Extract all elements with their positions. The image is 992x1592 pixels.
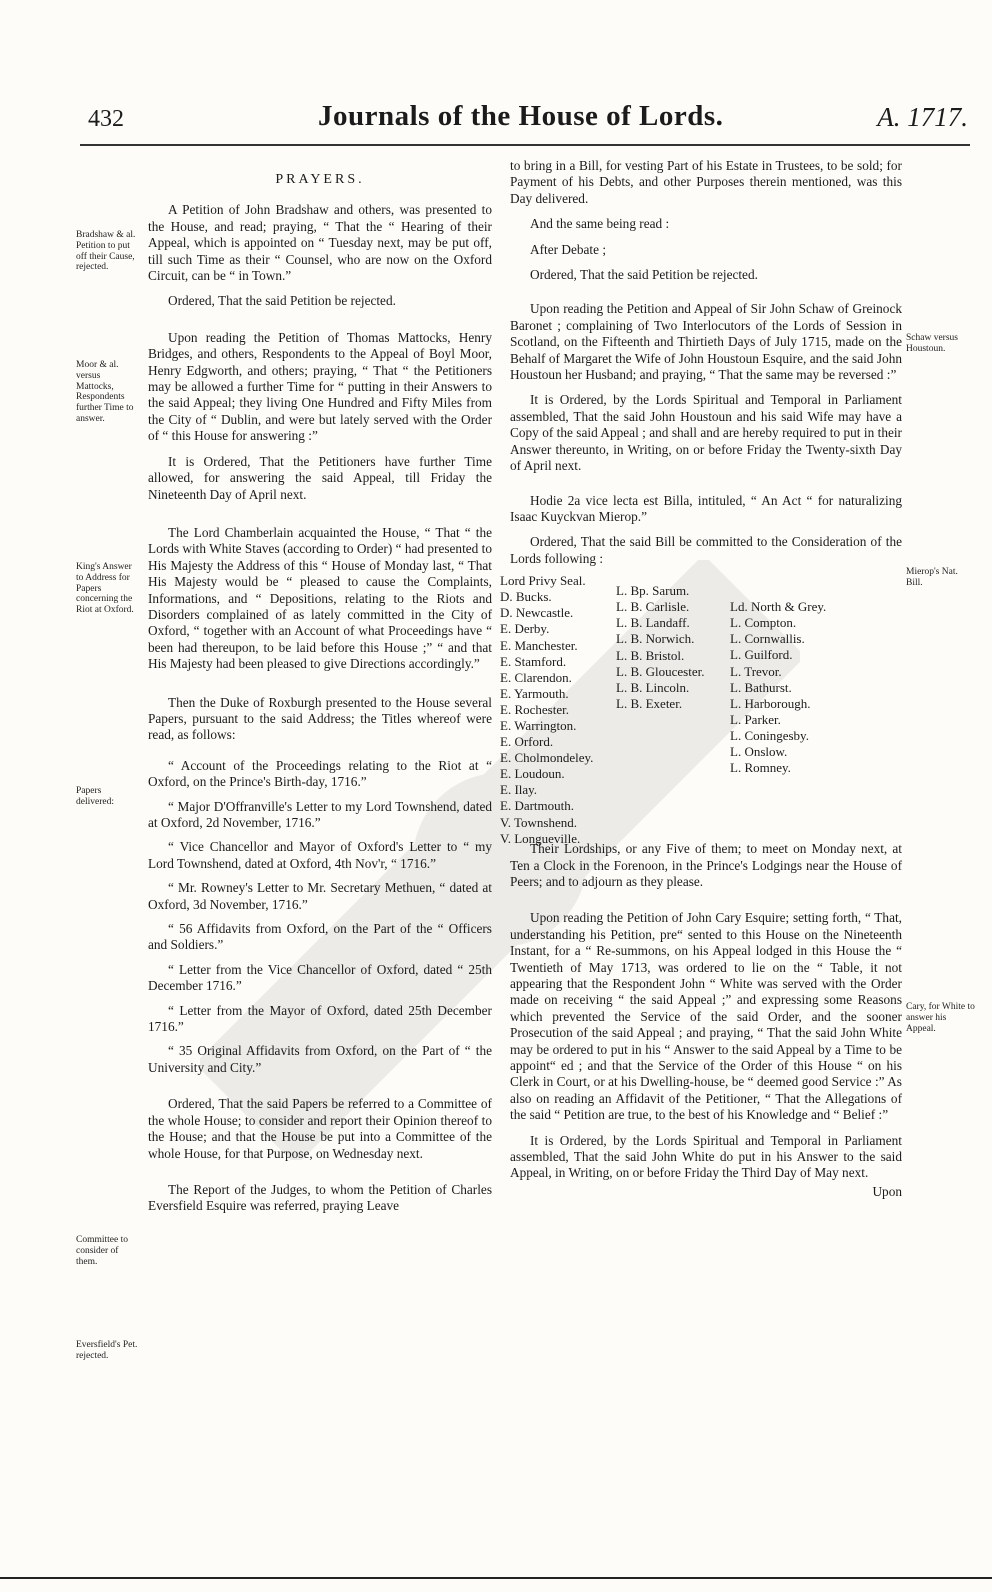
lord-name: E. Derby. [500, 621, 550, 637]
lord-name: L. B. Landaff. [616, 615, 690, 631]
paragraph: Upon reading the Petition of John Cary Esquire; setting forth, “ That, understanding his Petition, pre“ sented to this House on the Nineteenth Instant, for a “ Re-summons, on his Appeal lodged in this House the “ Twentieth of May 1713, was ordered to lie on the “ Table, it not appearing that the Respondent John “ White was served with the Order made on receiving “ the said Appeal ;” and expressing some Reasons which prevented the Service of the said Order, and the sooner Prosecution of the said Appeal ; and praying, “ That the said John White may be ordered to put in his “ Answer to the said Appeal by a Time to be appoint“ ed ; and that the Service of the Order of this House “ on his Clerk in Court, or at his Dwelling-house, be “ deemed good Service :” As also on reading an Affidavit of the Petitioner, “ That the Allegations of the said “ Petition are true, to the best of his Knowledge and “ Belief :” [510, 910, 902, 1123]
margin-note-eversfield: Eversfield's Pet. rejected. [76, 1340, 138, 1361]
header-rule [80, 144, 970, 146]
year-label: A. 1717. [877, 102, 968, 132]
paragraph: It is Ordered, That the Petitioners have further Time allowed, for answering the said Appeal, till Friday the Nineteenth Day of April next. [148, 453, 492, 502]
lord-name: L. Onslow. [730, 743, 788, 759]
paragraph: Upon reading the Petition of Thomas Mattocks, Henry Bridges, and others, Respondents to the Appeal of Boyl Moor, Henry Edgworth, and others; praying, “ That “ the Petitioners may be allowed a further Time for “ putting in their Answers to the said Appeal; they living One Hundred and Fifty Miles from the City of “ Dublin, and were but lately served with the Order of “ this House for answering :” [148, 329, 492, 444]
paper-title: “ Account of the Proceedings relating to the Riot at “ Oxford, on the Prince's Birth-day, 1716.” [148, 757, 492, 790]
paragraph: After Debate ; [530, 241, 607, 257]
paper-title: “ Vice Chancellor and Mayor of Oxford's Letter to “ my Lord Townshend, dated at Oxford, 4th Nov'r, “ 1716.” [148, 839, 492, 871]
lord-name: L. Bathurst. [730, 679, 792, 695]
lord-name: L. Trevor. [730, 663, 782, 679]
lord-name: L. Harborough. [730, 695, 811, 711]
paper-title: “ Major D'Offranville's Letter to my Lord Townshend, dated at Oxford, 2d November, 1716.” [148, 798, 492, 830]
catchword: Upon [872, 1183, 902, 1199]
lord-name: E. Warrington. [500, 717, 577, 733]
section-heading: PRAYERS. [275, 172, 365, 187]
paragraph: Hodie 2a vice lecta est Billa, intituled, “ An Act “ for naturalizing Isaac Kuyckvan Mierop.” [510, 492, 902, 524]
paragraph: Upon reading the Petition and Appeal of Sir John Schaw of Greinock Baronet ; complaining of Two Interlocutors of the Lords of Session in Scotland, on the Fifteenth and Thirtieth Days of July 1715, made on the Behalf of Margaret the Wife of John Houstoun Esquire, and the said John Houstoun her Husband; and praying, “ That the same may be reversed :” [510, 301, 902, 383]
paragraph: Ordered, That the said Petition be rejected. [530, 267, 758, 283]
margin-note-moor: Moor & al. versus Mattocks, Respondents further Time to answer. [76, 360, 134, 424]
page-header [88, 100, 968, 140]
lord-name: E. Cholmondeley. [500, 750, 594, 766]
paragraph: Ordered, That the said Papers be referred to a Committee of the whole House; to consider and report their Opinion thereof to the House; and that the House be put into a Committee of the whole House, for that Purpose, on Wednesday next. [148, 1096, 492, 1161]
paragraph: Then the Duke of Roxburgh presented to the House several Papers, pursuant to the said Address; the Titles whereof were read, as follows: [148, 694, 492, 743]
paper-title: “ Mr. Rowney's Letter to Mr. Secretary Methuen, “ dated at Oxford, 3d November, 1716.” [148, 880, 492, 912]
lord-name: L. B. Bristol. [616, 647, 685, 663]
paragraph: to bring in a Bill, for vesting Part of his Estate in Trustees, to be sold; for Payment of his Debts, and other Purposes therein mentioned, was this Day delivered. [510, 158, 902, 206]
lord-name: E. Rochester. [500, 701, 569, 717]
paragraph: And the same being read : [530, 216, 670, 232]
lord-name: L. B. Lincoln. [616, 679, 690, 695]
lord-name: V. Townshend. [500, 814, 577, 830]
paper-title: “ 35 Original Affidavits from Oxford, on the Part of “ the University and City.” [148, 1043, 492, 1075]
paragraph: Their Lordships, or any Five of them; to meet on Monday next, at Ten a Clock in the Forenoon, in the Prince's Lodgings near the House of Peers; and to adjourn as they please. [510, 841, 902, 889]
lord-name: Lord Privy Seal. [500, 573, 586, 589]
margin-note-bradshaw: Bradshaw & al. Petition to put off their Cause, rejected. [76, 230, 136, 273]
page-number: 432 [88, 106, 124, 132]
paragraph: It is Ordered, by the Lords Spiritual and Temporal in Parliament assembled, That the said John White do put in his Answer to the said Appeal, in Writing, on or before Friday the Third Day of May next. [510, 1132, 902, 1181]
bottom-rule [0, 1577, 992, 1579]
lord-name: D. Bucks. [500, 589, 552, 605]
lord-name: L. Bp. Sarum. [616, 583, 690, 599]
paper-title: “ Letter from the Vice Chancellor of Oxford, dated “ 25th December 1716.” [148, 961, 492, 994]
lord-name: L. Guilford. [730, 647, 793, 663]
paragraph: The Lord Chamberlain acquainted the House, “ That “ the Lords with White Staves (according to Order) “ had presented to His Majesty the Address of this “ House of Monday last, “ That His Majesty would be “ pleased to cause the Complaints, Informations, and “ Depositions, relating to the Riots and Disorders complained of as lately committed in the City of Oxford, “ together with an Account of what Proceedings have “ been had thereupon, to be laid before this House ;” “ and that His Majesty had been pleased to give Directions accordingly.” [148, 524, 492, 672]
right-column [500, 158, 902, 1200]
lords-column-bishops [616, 583, 704, 712]
lord-name: L. Cornwallis. [730, 631, 805, 647]
lord-name: E. Manchester. [500, 637, 578, 653]
margin-note-committee: Committee to consider of them. [76, 1235, 128, 1267]
paper-title: “ Letter from the Mayor of Oxford, dated 25th December 1716.” [148, 1002, 492, 1035]
lord-name: L. B. Exeter. [616, 695, 683, 711]
journal-title: Journals of the House of Lords. [318, 100, 724, 132]
paragraph: The Report of the Judges, to whom the Petition of Charles Eversfield Esquire was referred, praying Leave [148, 1181, 492, 1214]
committee-lords-list [500, 573, 902, 846]
lord-name: E. Orford. [500, 734, 554, 750]
lord-name: L. B. Carlisle. [616, 599, 690, 615]
margin-note-schaw: Schaw versus Houstoun. [906, 333, 958, 354]
lords-column-barons [730, 599, 826, 776]
lords-column-temporal [500, 573, 593, 847]
lord-name: D. Newcastle. [500, 605, 574, 621]
lord-name: V. Longueville. [500, 830, 581, 846]
lord-name: Ld. North & Grey. [730, 599, 827, 615]
margin-note-mierop: Mierop's Nat. Bill. [906, 567, 958, 588]
margin-note-papers: Papers delivered: [76, 786, 114, 807]
lord-name: L. Compton. [730, 615, 797, 631]
lord-name: L. Parker. [730, 711, 781, 727]
paragraph: Ordered, That the said Petition be rejected. [168, 293, 396, 309]
lord-name: E. Ilay. [500, 782, 538, 798]
lord-name: L. Coningesby. [730, 727, 809, 743]
margin-note-kings-answer: King's Answer to Address for Papers concerning the Riot at Oxford. [76, 562, 134, 616]
lord-name: E. Yarmouth. [500, 685, 569, 701]
lord-name: E. Stamford. [500, 653, 567, 669]
lord-name: L. B. Norwich. [616, 631, 695, 647]
lord-name: E. Clarendon. [500, 669, 572, 685]
paragraph: It is Ordered, by the Lords Spiritual and Temporal in Parliament assembled, That the said John Houstoun and his said Wife may have a Copy of the said Appeal ; and shall and are hereby required to put in their Answer thereunto, in Writing, on or before Friday the Twenty-sixth Day of April next. [510, 392, 902, 474]
lord-name: E. Loudoun. [500, 766, 565, 782]
lord-name: L. Romney. [730, 760, 791, 776]
lord-name: L. B. Gloucester. [616, 663, 705, 679]
left-column [148, 158, 492, 1224]
paragraph: A Petition of John Bradshaw and others, was presented to the House, and read; praying, “ That the “ Hearing of their Appeal, which is appointed on “ Tuesday next, may be put off, till such Time as their “ Counsel, who are now on the Oxford Circuit, can be “ in Town.” [148, 202, 492, 284]
lord-name: E. Dartmouth. [500, 798, 575, 814]
paper-title: “ 56 Affidavits from Oxford, on the Part of the “ Officers and Soldiers.” [148, 921, 492, 953]
paragraph: Ordered, That the said Bill be committed to the Consideration of the Lords following : [510, 534, 902, 566]
margin-note-cary: Cary, for White to answer his Appeal. [906, 1002, 975, 1034]
